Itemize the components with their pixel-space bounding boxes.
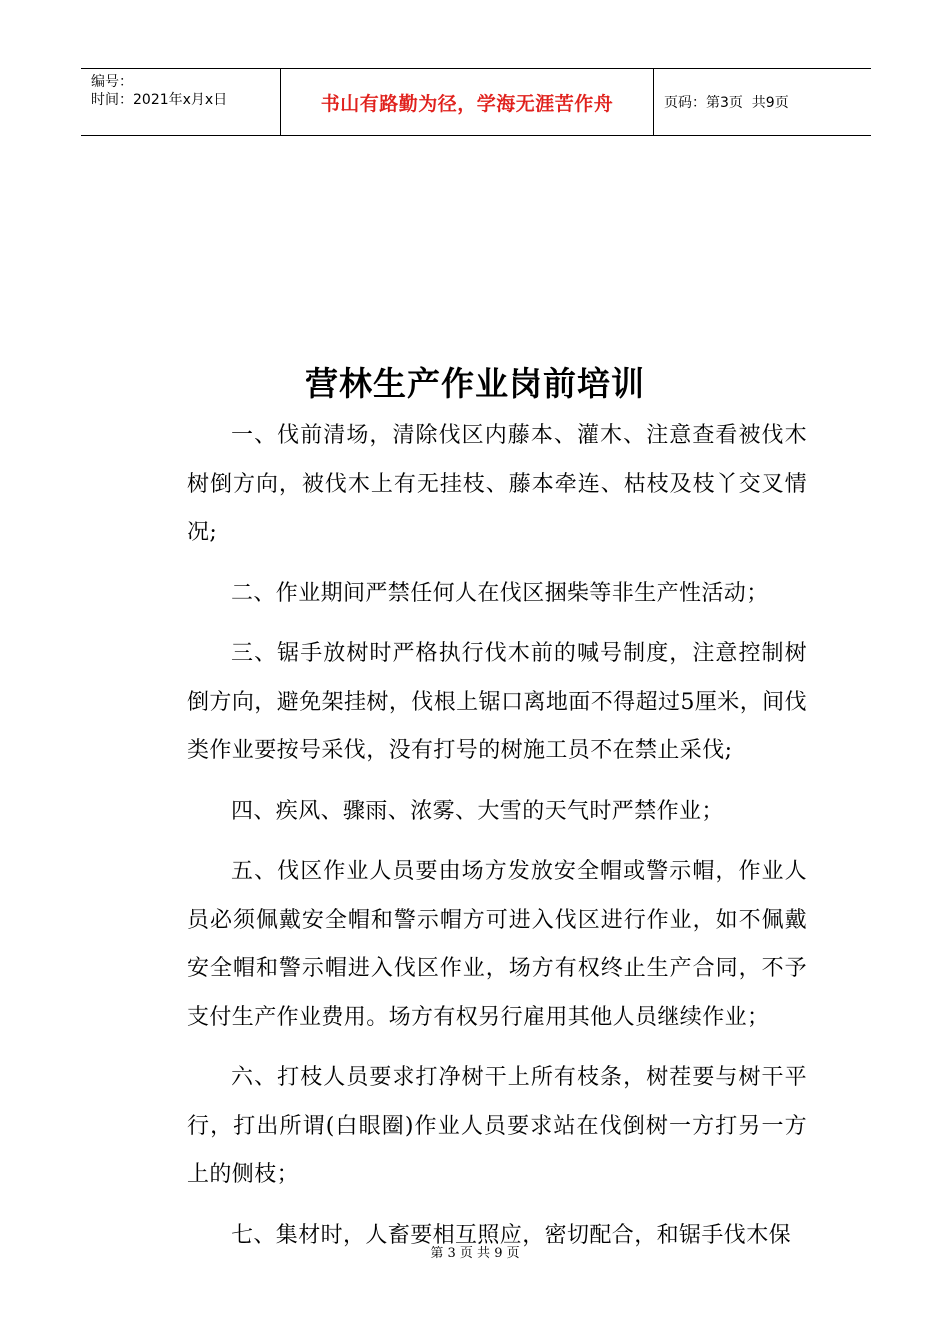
- paragraph-1: 一、伐前清场，清除伐区内藤本、灌木、注意查看被伐木树倒方向，被伐木上有无挂枝、藤本牵连、枯枝及枝丫交叉情况;: [187, 423, 807, 545]
- document-body: [187, 412, 807, 1272]
- paragraph-4: 四、疾风、骤雨、浓雾、大雪的天气时严禁作业；: [231, 798, 724, 824]
- header-motto: 书山有路勤为径，学海无涯苦作舟: [320, 92, 614, 115]
- paragraph-6: 六、打枝人员要求打净树干上所有枝条，树茬要与树干平行，打出所谓(白眼圈)作业人员要求站在伐倒树一方打另一方上的侧枝；: [187, 1065, 807, 1187]
- paragraph-2: 二、作业期间严禁任何人在伐区捆柴等非生产性活动；: [231, 580, 769, 606]
- header-page-cell: [654, 69, 871, 135]
- page-header: [81, 68, 871, 136]
- document-title: 营林生产作业岗前培训: [305, 364, 645, 403]
- paragraph-7: 七、集材时，人畜要相互照应，密切配合，和锯手伐木保: [231, 1222, 792, 1248]
- header-motto-cell: [281, 69, 654, 135]
- header-meta-cell: [81, 69, 281, 135]
- document-number-label: 编号：: [91, 74, 133, 90]
- paragraph-3: 三、锯手放树时严格执行伐木前的喊号制度，注意控制树倒方向，避免架挂树，伐根上锯口离地面不得超过5厘米，间伐类作业要按号采伐，没有打号的树施工员不在禁止采伐;: [187, 641, 807, 763]
- header-page-info: 页码：第3页 共9页: [664, 95, 789, 111]
- page-footer: 第 3 页 共 9 页: [430, 1246, 520, 1261]
- document-time-label: 时间：2021年x月x日: [91, 92, 228, 108]
- paragraph-5: 五、伐区作业人员要由场方发放安全帽或警示帽，作业人员必须佩戴安全帽和警示帽方可进入伐区进行作业，如不佩戴安全帽和警示帽进入伐区作业，场方有权终止生产合同，不予支付生产作业费用。场方有权另行雇用其他人员继续作业；: [187, 859, 807, 1030]
